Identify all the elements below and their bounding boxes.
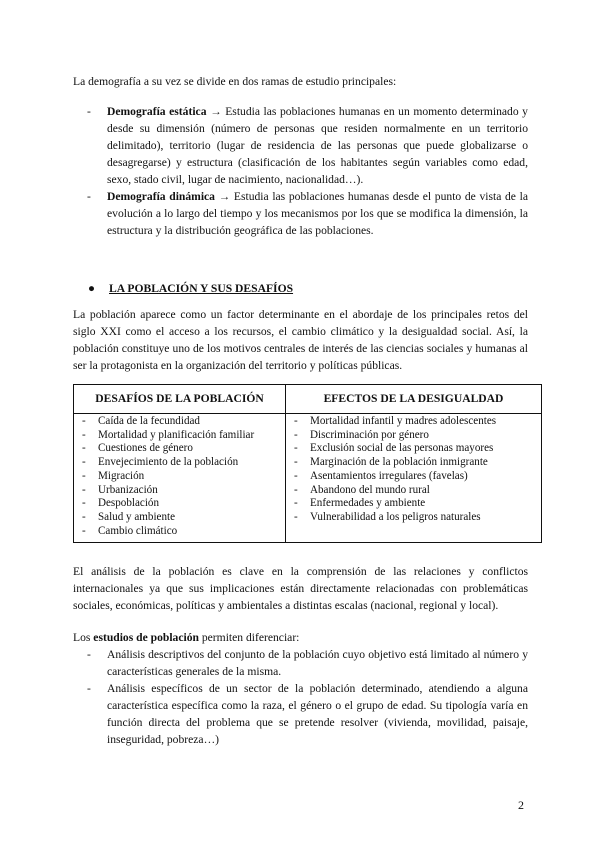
dash-marker: -	[82, 524, 86, 537]
effects-list	[290, 415, 537, 525]
dash-marker: -	[294, 469, 298, 482]
dash-marker: -	[294, 510, 298, 523]
effects-cell	[286, 414, 542, 543]
studies-intro	[73, 629, 528, 646]
list-item-text: Despoblación	[98, 497, 159, 510]
list-item-text: Cambio climático	[98, 524, 178, 537]
bullet-icon: ●	[88, 282, 96, 295]
study-item-text: Análisis específicos de un sector de la población determinado, atendiendo a alguna característica específica como la raza, el género o el grupo de edad. Su tipología varía en función directa del problema que se pretende resolver (vivienda, movilidad, paisaje, inseguridad, pobreza…)	[107, 682, 528, 746]
list-item	[290, 470, 537, 484]
list-item	[290, 484, 537, 498]
list-item-text: Caída de la fecundidad	[98, 415, 200, 427]
list-item	[73, 188, 528, 239]
dash-marker: -	[87, 682, 91, 695]
challenges-list	[78, 415, 281, 538]
studies-prefix: Los	[73, 631, 94, 644]
list-item	[73, 103, 528, 188]
dash-marker: -	[294, 456, 298, 469]
dash-marker: -	[294, 483, 298, 496]
dash-marker: -	[82, 497, 86, 510]
list-item	[78, 442, 281, 456]
table-header: DESAFÍOS DE LA POBLACIÓN	[74, 385, 286, 414]
list-item	[290, 456, 537, 470]
arrow-symbol: →	[210, 105, 222, 118]
table-header-row	[74, 385, 542, 414]
list-item	[290, 442, 537, 456]
dash-marker: -	[87, 648, 91, 661]
dash-marker: -	[82, 456, 86, 469]
dash-marker: -	[82, 415, 86, 427]
section-paragraph: La población aparece como un factor determinante en el abordaje de los principales retos del siglo XXI como el acceso a los recursos, el cambio climático y la desigualdad social. Así, la población constituye uno de los motivos centrales de interés de las ciencias sociales y humanas al ser la protagonista en la organización del territorio y políticas públicas.	[73, 308, 528, 372]
studies-suffix: permiten diferenciar:	[198, 631, 300, 644]
list-item	[290, 415, 537, 429]
list-item-text: Cuestiones de género	[98, 442, 193, 455]
list-item	[78, 456, 281, 470]
studies-term: estudios de población	[93, 631, 199, 644]
list-item-text: Abandono del mundo rural	[310, 483, 430, 496]
challenges-table	[73, 384, 542, 543]
list-item-text: Urbanización	[98, 483, 158, 496]
list-item	[290, 511, 537, 525]
study-item-text: Análisis descriptivos del conjunto de la población cuyo objetivo está limitado al número y características generales de la misma.	[107, 648, 528, 678]
list-item-text: Envejecimiento de la población	[98, 456, 239, 469]
challenges-cell	[74, 414, 286, 543]
list-item	[78, 525, 281, 539]
dash-marker: -	[82, 428, 86, 441]
list-item-text: Enfermedades y ambiente	[310, 497, 426, 510]
branch-term: Demografía estática	[107, 105, 207, 118]
page-number: 2	[518, 798, 524, 812]
branch-term: Demografía dinámica	[107, 190, 215, 203]
list-item	[78, 470, 281, 484]
intro-paragraph: La demografía a su vez se divide en dos ramas de estudio principales:	[73, 75, 397, 88]
dash-marker: -	[294, 497, 298, 510]
demography-branches-list	[73, 103, 528, 239]
dash-marker: -	[82, 510, 86, 523]
list-item-text: Salud y ambiente	[98, 510, 176, 523]
list-item-text: Asentamientos irregulares (favelas)	[310, 469, 468, 482]
table-header: EFECTOS DE LA DESIGUALDAD	[286, 385, 542, 414]
studies-list	[73, 646, 528, 748]
list-item-text: Marginación de la población inmigrante	[310, 456, 488, 469]
dash-marker: -	[294, 415, 298, 427]
list-item-text: Migración	[98, 469, 145, 482]
list-item	[290, 429, 537, 443]
list-item	[78, 497, 281, 511]
list-item-text: Discriminación por género	[310, 428, 429, 441]
table-row	[74, 414, 542, 543]
list-item	[73, 680, 528, 748]
list-item-text: Mortalidad infantil y madres adolescentes	[310, 415, 497, 427]
arrow-symbol: →	[218, 190, 231, 203]
list-item-text: Exclusión social de las personas mayores	[310, 442, 494, 455]
dash-marker: -	[82, 483, 86, 496]
dash-marker: -	[82, 469, 86, 482]
dash-marker: -	[294, 428, 298, 441]
branch-description: Estudia las poblaciones humanas desde el punto de vista de la evolución a lo largo del tiempo y los mecanismos por los que se modifica la dimensión, la estructura y la distribución geográfica de las poblaciones.	[107, 190, 528, 237]
list-item	[290, 497, 537, 511]
branch-description: Estudia las poblaciones humanas en un momento determinado y desde su dimensión (número de personas que residen normalmente en un territorio delimitado), territorio (lugar de residencia de las personas que puede globalizarse o desagregarse) y estructura (clasificación de los habitantes según variables como edad, sexo, stado civil, lugar de nacimiento, nacionalidad…).	[107, 105, 528, 186]
list-item-text: Vulnerabilidad a los peligros naturales	[310, 510, 481, 523]
section-heading	[89, 280, 293, 297]
list-item	[73, 646, 528, 680]
dash-marker: -	[294, 442, 298, 455]
analysis-paragraph: El análisis de la población es clave en la comprensión de las relaciones y conflictos internacionales ya que sus implicaciones están directamente relacionadas con problemáticas sociales, económicas, políticas y ambientales a distintas escalas (nacional, regional y local).	[73, 565, 528, 612]
list-item	[78, 415, 281, 429]
dash-marker: -	[82, 442, 86, 455]
list-item	[78, 429, 281, 443]
list-item	[78, 511, 281, 525]
dash-marker: -	[87, 190, 91, 203]
list-item-text: Mortalidad y planificación familiar	[98, 428, 255, 441]
list-item	[78, 484, 281, 498]
dash-marker: -	[87, 105, 91, 118]
section-heading-text: LA POBLACIÓN Y SUS DESAFÍOS	[109, 282, 294, 295]
